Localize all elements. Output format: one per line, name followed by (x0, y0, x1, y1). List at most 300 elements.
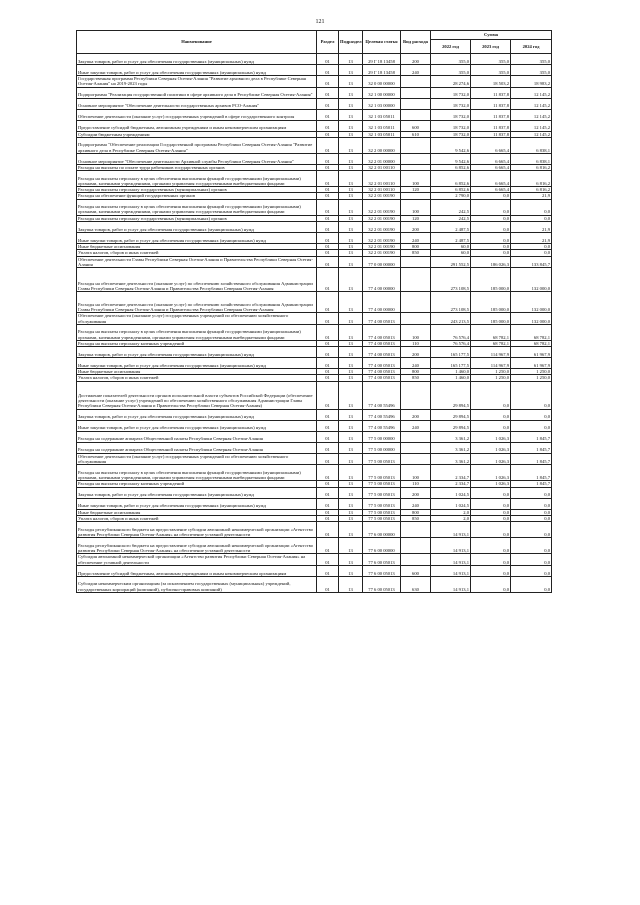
row-vid: 610 (401, 131, 431, 137)
row-vid: 200 (401, 54, 431, 65)
row-target: 32 2 00 00000 (363, 137, 401, 153)
row-target: 32 2 01 00190 (363, 244, 401, 250)
row-2024: 132 000,0 (511, 292, 552, 313)
row-2023: 0,0 (471, 215, 511, 221)
row-2024: 1 250,0 (511, 369, 552, 375)
row-2022: 60,0 (431, 250, 471, 256)
row-2022: 1 460,0 (431, 375, 471, 381)
table-row (77, 233, 552, 244)
table-row (77, 76, 552, 88)
row-podrazdel: 13 (339, 54, 363, 65)
row-razdel: 01 (317, 137, 339, 153)
row-2024: 0,0 (511, 199, 552, 215)
row-2024: 21,9 (511, 233, 552, 244)
row-podrazdel: 13 (339, 233, 363, 244)
row-name: Уплата налогов, сборов и иных платежей (77, 375, 317, 381)
header-sum: Сумма (431, 31, 552, 40)
row-razdel: 01 (317, 347, 339, 358)
row-2023: 114 967,9 (471, 347, 511, 358)
row-razdel: 01 (317, 409, 339, 420)
row-2023: 1 026,3 (471, 442, 511, 453)
row-2023: 6 665,4 (471, 187, 511, 193)
row-target: 32 2 01 00110 (363, 171, 401, 187)
table-row (77, 409, 552, 420)
row-vid (401, 313, 431, 325)
row-vid (401, 256, 431, 268)
row-razdel: 01 (317, 442, 339, 453)
row-2022: 14 913,1 (431, 565, 471, 576)
row-2022: 3 361,2 (431, 453, 471, 465)
row-2023: 355,0 (471, 54, 511, 65)
row-podrazdel: 13 (339, 164, 363, 170)
table-row (77, 498, 552, 509)
row-target: 32 1 03 00000 (363, 98, 401, 109)
row-2022: 2 487,5 (431, 222, 471, 233)
row-2024: 1 845,7 (511, 465, 552, 481)
row-razdel: 01 (317, 244, 339, 250)
row-target: 77 5 00 05013 (363, 465, 401, 481)
row-2022: 76 576,4 (431, 324, 471, 340)
row-target: 77 4 00 55496 (363, 381, 401, 409)
row-target: 77 4 00 05013 (363, 324, 401, 340)
row-2024: 0,0 (511, 487, 552, 498)
row-podrazdel: 13 (339, 120, 363, 131)
row-vid (401, 431, 431, 442)
row-2023: 114 967,9 (471, 358, 511, 369)
row-podrazdel: 13 (339, 509, 363, 515)
row-2023: 185 000,0 (471, 268, 511, 292)
row-2022: 18 732,0 (431, 109, 471, 120)
row-name: Иные бюджетные ассигнования (77, 369, 317, 375)
row-razdel: 01 (317, 465, 339, 481)
row-razdel: 01 (317, 481, 339, 487)
row-2024: 0,0 (511, 409, 552, 420)
row-target: 77 5 00 05013 (363, 498, 401, 509)
row-podrazdel: 13 (339, 515, 363, 521)
row-target: 77 5 00 05013 (363, 453, 401, 465)
row-2024: 6 816,2 (511, 164, 552, 170)
row-podrazdel: 13 (339, 313, 363, 325)
row-2022: 1 024,5 (431, 498, 471, 509)
row-2024: 6 816,2 (511, 171, 552, 187)
row-2022: 6 852,6 (431, 171, 471, 187)
row-podrazdel: 13 (339, 324, 363, 340)
row-2024: 68 782,1 (511, 340, 552, 346)
row-razdel: 01 (317, 250, 339, 256)
row-target: 32 1 03 05011 (363, 131, 401, 137)
row-podrazdel: 13 (339, 244, 363, 250)
row-vid: 240 (401, 358, 431, 369)
row-2024: 1 845,7 (511, 431, 552, 442)
row-2022: 355,0 (431, 65, 471, 76)
row-name: Расходы на выплаты персоналу в целях обеспечения выполнения функций государственными (муниципальными) органами, казенными учреждениями, органами управления государственными внебюджетными фондами (77, 324, 317, 340)
header-vid: Вид расхода (401, 31, 431, 54)
row-2024: 355,0 (511, 54, 552, 65)
row-2024: 0,0 (511, 565, 552, 576)
row-2024: 0,0 (511, 509, 552, 515)
row-razdel: 01 (317, 87, 339, 98)
row-target: 77 4 00 05013 (363, 340, 401, 346)
table-row (77, 137, 552, 153)
row-2024: 12 145,2 (511, 87, 552, 98)
row-target: 32 2 01 00190 (363, 222, 401, 233)
row-podrazdel: 13 (339, 268, 363, 292)
table-row (77, 554, 552, 566)
table-row (77, 522, 552, 538)
row-podrazdel: 13 (339, 481, 363, 487)
row-razdel: 01 (317, 171, 339, 187)
row-name: Государственная программа Республики Северная Осетия-Алания "Развитие архивного дела в Республике Северная Осетия-Алания" на 2019-2023 годы (77, 76, 317, 88)
row-2024: 61 967,9 (511, 347, 552, 358)
row-2022: 14 913,1 (431, 576, 471, 592)
row-podrazdel: 13 (339, 250, 363, 256)
row-2023: 1 250,0 (471, 375, 511, 381)
row-name: Основное мероприятие "Обеспечение деятельности Архивной службы Республики Северная Осетия-Алания" (77, 153, 317, 164)
row-podrazdel: 13 (339, 347, 363, 358)
row-2022: 6 852,6 (431, 164, 471, 170)
row-2024: 12 145,2 (511, 109, 552, 120)
row-target: 77 6 00 05013 (363, 565, 401, 576)
row-2022: 3 361,2 (431, 431, 471, 442)
row-name: Расходы на выплаты персоналу государственных (муниципальных) органов (77, 187, 317, 193)
row-2024: 1 250,0 (511, 375, 552, 381)
row-2023: 185 000,0 (471, 313, 511, 325)
row-podrazdel: 13 (339, 199, 363, 215)
row-podrazdel: 13 (339, 420, 363, 431)
row-2023: 11 837,8 (471, 87, 511, 98)
row-name: Субсидия автономной некоммерческой организации «Агентство развития Республики Северная Осетия-Алания» на обеспечение уставной деятельности (77, 554, 317, 566)
row-target: 29 Г 18 13458 (363, 65, 401, 76)
row-podrazdel: 13 (339, 522, 363, 538)
row-vid (401, 76, 431, 88)
row-razdel: 01 (317, 215, 339, 221)
row-2023: 0,0 (471, 509, 511, 515)
row-2023: 11 837,8 (471, 131, 511, 137)
row-target: 77 6 00 00000 (363, 522, 401, 538)
row-razdel: 01 (317, 233, 339, 244)
row-razdel: 01 (317, 565, 339, 576)
row-podrazdel: 13 (339, 109, 363, 120)
row-podrazdel: 13 (339, 442, 363, 453)
row-2023: 0,0 (471, 515, 511, 521)
table-row (77, 565, 552, 576)
row-2022: 29 894,5 (431, 420, 471, 431)
row-2024: 0,0 (511, 522, 552, 538)
row-razdel: 01 (317, 131, 339, 137)
row-2022: 2 790,0 (431, 193, 471, 199)
row-podrazdel: 13 (339, 565, 363, 576)
row-2023: 185 000,0 (471, 292, 511, 313)
row-name: Расходы на выплаты персоналу в целях обеспечения выполнения функций государственными (муниципальными) органами, казенными учреждениями, органами управления государственными внебюджетными фондами (77, 465, 317, 481)
row-name: Расходы на выплаты персоналу казенных учреждений (77, 481, 317, 487)
row-2022: 242,5 (431, 199, 471, 215)
row-vid: 100 (401, 199, 431, 215)
row-name: Расходы на обеспечение деятельности (оказание услуг) по обеспечению хозяйственного обслуживания Администрации Главы Республики Северная Осетия-Алания и Правительства Республики Северная Осетия-Алания (77, 268, 317, 292)
row-razdel: 01 (317, 515, 339, 521)
row-2022: 6 852,6 (431, 187, 471, 193)
row-podrazdel: 13 (339, 431, 363, 442)
row-2024: 0,0 (511, 515, 552, 521)
row-2023: 0,0 (471, 233, 511, 244)
row-2022: 273 108,5 (431, 268, 471, 292)
row-vid: 240 (401, 420, 431, 431)
row-vid: 630 (401, 576, 431, 592)
row-name: Обеспечение деятельности Главы Республики Северная Осетия-Алания и Правительства Республики Северная Осетия-Алания (77, 256, 317, 268)
row-2023: 0,0 (471, 250, 511, 256)
row-vid (401, 538, 431, 554)
table-row (77, 358, 552, 369)
row-2024: 0,0 (511, 244, 552, 250)
row-vid (401, 292, 431, 313)
row-target: 77 5 00 00000 (363, 442, 401, 453)
row-2024: 12 145,2 (511, 98, 552, 109)
row-2024: 6 838,1 (511, 137, 552, 153)
row-target: 32 1 03 05011 (363, 120, 401, 131)
row-2023: 1 026,3 (471, 481, 511, 487)
row-target: 77 4 00 55496 (363, 409, 401, 420)
row-target: 77 5 00 05013 (363, 515, 401, 521)
table-row (77, 347, 552, 358)
row-2022: 28 274,6 (431, 76, 471, 88)
table-row (77, 268, 552, 292)
row-2022: 14 913,1 (431, 538, 471, 554)
row-2022: 18 732,0 (431, 120, 471, 131)
row-vid: 240 (401, 65, 431, 76)
row-target: 77 5 00 05013 (363, 481, 401, 487)
row-podrazdel: 13 (339, 98, 363, 109)
row-2024: 6 838,1 (511, 153, 552, 164)
row-razdel: 01 (317, 256, 339, 268)
row-razdel: 01 (317, 222, 339, 233)
header-podrazdel: Подраздел (339, 31, 363, 54)
row-target: 77 4 00 05013 (363, 347, 401, 358)
row-name: Обеспечение деятельности (оказание услуг) государственных учреждений по обеспечению хозяйственного обслуживания (77, 313, 317, 325)
row-2022: 14 913,1 (431, 554, 471, 566)
row-podrazdel: 13 (339, 453, 363, 465)
row-name: Предоставление субсидий бюджетным, автономным учреждениям и иным некоммерческим организациям (77, 120, 317, 131)
row-podrazdel: 13 (339, 87, 363, 98)
row-2023: 6 665,4 (471, 137, 511, 153)
table-row (77, 87, 552, 98)
row-podrazdel: 13 (339, 487, 363, 498)
row-name: Расходы на выплаты персоналу в целях обеспечения выполнения функций государственными (муниципальными) органами, казенными учреждениями, органами управления государственными внебюджетными фондами (77, 199, 317, 215)
row-name: Закупка товаров, работ и услуг для обеспечения государственных (муниципальных) нужд (77, 347, 317, 358)
row-razdel: 01 (317, 54, 339, 65)
row-2023: 11 837,8 (471, 120, 511, 131)
row-target: 32 2 01 00190 (363, 233, 401, 244)
row-razdel: 01 (317, 498, 339, 509)
row-name: Закупка товаров, работ и услуг для обеспечения государственных (муниципальных) нужд (77, 409, 317, 420)
row-target: 77 4 00 00000 (363, 268, 401, 292)
row-razdel: 01 (317, 193, 339, 199)
row-2022: 2 334,7 (431, 481, 471, 487)
table-row (77, 420, 552, 431)
row-name: Подпрограмма "Реализация государственной политики в сфере архивного дела в Республике Северная Осетия-Алания" (77, 87, 317, 98)
row-razdel: 01 (317, 268, 339, 292)
row-razdel: 01 (317, 292, 339, 313)
row-2023: 1 026,3 (471, 465, 511, 481)
row-target: 77 5 00 05013 (363, 487, 401, 498)
table-row (77, 256, 552, 268)
row-vid: 200 (401, 487, 431, 498)
row-razdel: 01 (317, 453, 339, 465)
row-podrazdel: 13 (339, 65, 363, 76)
row-name: Расходы на выплаты персоналу в целях обеспечения выполнения функций государственными (муниципальными) органами, казенными учреждениями, органами управления государственными внебюджетными фондами (77, 171, 317, 187)
row-name: Иные закупки товаров, работ и услуг для обеспечения государственных (муниципальных) нужд (77, 420, 317, 431)
row-2024: 21,9 (511, 222, 552, 233)
row-2023: 68 782,1 (471, 324, 511, 340)
row-2022: 165 177,5 (431, 358, 471, 369)
row-razdel: 01 (317, 65, 339, 76)
row-razdel: 01 (317, 313, 339, 325)
row-2023: 0,0 (471, 554, 511, 566)
row-name: Уплата налогов, сборов и иных платежей (77, 250, 317, 256)
row-2024: 355,0 (511, 65, 552, 76)
row-podrazdel: 13 (339, 576, 363, 592)
row-2024: 12 145,2 (511, 120, 552, 131)
row-name: Закупка товаров, работ и услуг для обеспечения государственных (муниципальных) нужд (77, 487, 317, 498)
row-razdel: 01 (317, 109, 339, 120)
row-target: 77 6 00 05013 (363, 554, 401, 566)
row-2024: 1 845,7 (511, 481, 552, 487)
row-vid: 600 (401, 565, 431, 576)
row-2023: 6 665,4 (471, 171, 511, 187)
row-2024: 0,0 (511, 250, 552, 256)
row-podrazdel: 13 (339, 340, 363, 346)
table-row (77, 487, 552, 498)
row-vid: 240 (401, 233, 431, 244)
row-target: 77 4 00 05013 (363, 358, 401, 369)
row-2023: 0,0 (471, 381, 511, 409)
row-vid: 100 (401, 171, 431, 187)
row-2023: 1 026,3 (471, 453, 511, 465)
row-2024: 18 983,2 (511, 76, 552, 88)
row-razdel: 01 (317, 522, 339, 538)
table-row (77, 292, 552, 313)
row-vid: 200 (401, 409, 431, 420)
row-vid: 600 (401, 120, 431, 131)
row-podrazdel: 13 (339, 375, 363, 381)
row-podrazdel: 13 (339, 256, 363, 268)
table-row (77, 153, 552, 164)
table-row (77, 465, 552, 481)
row-podrazdel: 13 (339, 76, 363, 88)
table-row (77, 538, 552, 554)
row-podrazdel: 13 (339, 409, 363, 420)
row-target: 77 4 00 05013 (363, 313, 401, 325)
row-2022: 3 361,2 (431, 442, 471, 453)
row-2022: 14 913,1 (431, 522, 471, 538)
row-razdel: 01 (317, 120, 339, 131)
row-2022: 291 552,5 (431, 256, 471, 268)
row-razdel: 01 (317, 199, 339, 215)
row-name: Иные бюджетные ассигнования (77, 244, 317, 250)
row-target: 32 2 01 00110 (363, 164, 401, 170)
row-podrazdel: 13 (339, 465, 363, 481)
row-vid (401, 453, 431, 465)
row-2023: 0,0 (471, 522, 511, 538)
row-razdel: 01 (317, 375, 339, 381)
row-2022: 18 732,0 (431, 98, 471, 109)
budget-table (76, 30, 552, 593)
row-2024: 0,0 (511, 420, 552, 431)
row-2023: 68 782,1 (471, 340, 511, 346)
row-name: Субсидии бюджетным учреждениям (77, 131, 317, 137)
row-2023: 0,0 (471, 576, 511, 592)
row-podrazdel: 13 (339, 358, 363, 369)
row-razdel: 01 (317, 324, 339, 340)
row-podrazdel: 13 (339, 137, 363, 153)
row-name: Иные закупки товаров, работ и услуг для обеспечения государственных (муниципальных) нужд (77, 65, 317, 76)
row-razdel: 01 (317, 98, 339, 109)
header-2022: 2022 год (431, 40, 471, 54)
row-name: Иные бюджетные ассигнования (77, 509, 317, 515)
row-name: Уплата налогов, сборов и иных платежей (77, 515, 317, 521)
row-2022: 60,0 (431, 244, 471, 250)
row-2023: 1 250,0 (471, 369, 511, 375)
row-vid (401, 137, 431, 153)
row-target: 29 Г 18 13458 (363, 54, 401, 65)
row-vid (401, 109, 431, 120)
row-2024: 0,0 (511, 554, 552, 566)
row-2024: 0,0 (511, 215, 552, 221)
row-2024: 1 845,7 (511, 442, 552, 453)
table-row (77, 381, 552, 409)
row-2022: 29 894,5 (431, 409, 471, 420)
table-row (77, 324, 552, 340)
row-vid (401, 98, 431, 109)
row-vid: 100 (401, 465, 431, 481)
row-vid: 120 (401, 215, 431, 221)
row-2024: 133 845,7 (511, 256, 552, 268)
table-row (77, 199, 552, 215)
row-2022: 29 894,5 (431, 381, 471, 409)
row-podrazdel: 13 (339, 131, 363, 137)
row-name: Иные закупки товаров, работ и услуг для обеспечения государственных (муниципальных) нужд (77, 498, 317, 509)
table-header (77, 31, 552, 54)
row-name: Расходы республиканского бюджета на предоставление субсидии автономной некоммерческой организации «Агентство развития Республики Северная Осетия-Алания» на обеспечение уставной деятельности (77, 522, 317, 538)
row-2022: 2,0 (431, 515, 471, 521)
row-name: Закупка товаров, работ и услуг для обеспечения государственных (муниципальных) нужд (77, 54, 317, 65)
row-vid: 110 (401, 481, 431, 487)
table-row (77, 65, 552, 76)
row-podrazdel: 13 (339, 187, 363, 193)
row-2022: 9 542,6 (431, 153, 471, 164)
row-podrazdel: 13 (339, 381, 363, 409)
row-name: Расходы на содержание аппарата Общественной палаты Республики Северная Осетия-Алания (77, 442, 317, 453)
row-target: 77 4 00 05013 (363, 369, 401, 375)
page-number: 121 (315, 19, 325, 25)
row-2023: 0,0 (471, 199, 511, 215)
row-razdel: 01 (317, 164, 339, 170)
row-vid: 800 (401, 244, 431, 250)
row-name: Обеспечение деятельности (оказание услуг) государственных учреждений в сфере государственного контроля (77, 109, 317, 120)
row-name: Расходы на выплаты персоналу государственных (муниципальных) органов (77, 215, 317, 221)
table-row (77, 431, 552, 442)
row-vid (401, 442, 431, 453)
row-podrazdel: 13 (339, 171, 363, 187)
row-2023: 186 026,3 (471, 256, 511, 268)
row-2023: 6 665,4 (471, 164, 511, 170)
row-podrazdel: 13 (339, 292, 363, 313)
row-2022: 9 542,6 (431, 137, 471, 153)
row-2022: 243 213,5 (431, 313, 471, 325)
table-row (77, 120, 552, 131)
row-vid (401, 381, 431, 409)
row-vid: 100 (401, 324, 431, 340)
row-razdel: 01 (317, 576, 339, 592)
row-2022: 2 487,5 (431, 233, 471, 244)
